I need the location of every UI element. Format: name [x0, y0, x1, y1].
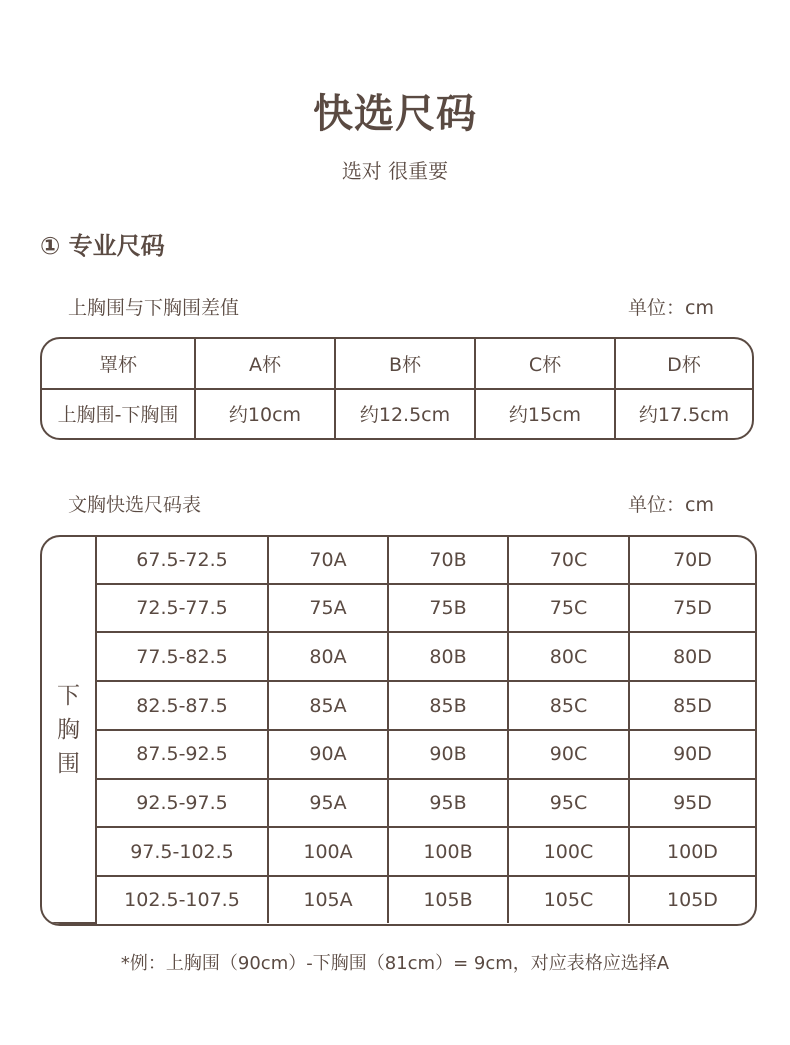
size-cell: 85D — [629, 681, 755, 730]
size-table-label: 文胸快选尺码表 — [68, 494, 202, 516]
cup-table-row — [42, 389, 752, 439]
table-row — [42, 632, 755, 681]
underbust-side-label-cell — [42, 537, 96, 923]
size-cell: 90C — [508, 730, 629, 779]
size-cell: 105D — [629, 876, 755, 923]
underbust-side-label: 下胸围 — [57, 682, 80, 777]
cup-cell: 约17.5cm — [615, 389, 752, 439]
table-row — [42, 681, 755, 730]
size-cell: 100D — [629, 827, 755, 876]
section-title: ① 专业尺码 — [40, 232, 165, 260]
size-cell: 95A — [268, 779, 388, 828]
cup-cell: 约10cm — [195, 389, 335, 439]
range-cell: 77.5-82.5 — [96, 632, 268, 681]
size-cell: 100B — [388, 827, 508, 876]
size-cell: 80A — [268, 632, 388, 681]
size-cell: 90B — [388, 730, 508, 779]
range-cell: 97.5-102.5 — [96, 827, 268, 876]
range-cell: 92.5-97.5 — [96, 779, 268, 828]
range-cell: 72.5-77.5 — [96, 584, 268, 633]
example-note: *例：上胸围（90cm）-下胸围（81cm）= 9cm，对应表格应选择A — [120, 953, 670, 974]
table-row — [42, 827, 755, 876]
cup-table-label: 上胸围与下胸围差值 — [68, 297, 240, 319]
table-row — [42, 584, 755, 633]
range-cell: 102.5-107.5 — [96, 876, 268, 923]
range-cell: 67.5-72.5 — [96, 537, 268, 584]
size-cell: 75A — [268, 584, 388, 633]
size-table-unit: 单位：cm — [628, 494, 714, 516]
size-cell: 80D — [629, 632, 755, 681]
size-cell: 70A — [268, 537, 388, 584]
size-cell: 105B — [388, 876, 508, 923]
size-cell: 70B — [388, 537, 508, 584]
range-cell: 82.5-87.5 — [96, 681, 268, 730]
table-row — [42, 779, 755, 828]
cup-cell: 约15cm — [475, 389, 615, 439]
size-cell: 75B — [388, 584, 508, 633]
size-cell: 90D — [629, 730, 755, 779]
table-row — [42, 537, 755, 584]
table-row — [42, 730, 755, 779]
size-cell: 70C — [508, 537, 629, 584]
table-row — [42, 876, 755, 923]
size-cell: 85B — [388, 681, 508, 730]
range-cell: 87.5-92.5 — [96, 730, 268, 779]
cup-header-cell: D杯 — [615, 339, 752, 389]
size-cell: 75C — [508, 584, 629, 633]
size-cell: 95B — [388, 779, 508, 828]
size-cell: 95C — [508, 779, 629, 828]
size-cell: 105A — [268, 876, 388, 923]
size-cell: 85C — [508, 681, 629, 730]
size-cell: 100A — [268, 827, 388, 876]
size-cell: 80B — [388, 632, 508, 681]
size-chart-table — [40, 535, 757, 926]
size-cell: 80C — [508, 632, 629, 681]
cup-header-cell: 罩杯 — [42, 339, 195, 389]
cup-cell: 约12.5cm — [335, 389, 475, 439]
cup-table-header-row — [42, 339, 752, 389]
size-cell: 85A — [268, 681, 388, 730]
size-cell: 90A — [268, 730, 388, 779]
cup-header-cell: A杯 — [195, 339, 335, 389]
cup-table-unit: 单位：cm — [628, 297, 714, 319]
size-cell: 75D — [629, 584, 755, 633]
size-cell: 70D — [629, 537, 755, 584]
size-cell: 95D — [629, 779, 755, 828]
cup-difference-table — [40, 337, 754, 440]
page-subtitle: 选对 很重要 — [341, 159, 449, 183]
size-cell: 105C — [508, 876, 629, 923]
cup-header-cell: C杯 — [475, 339, 615, 389]
size-cell: 100C — [508, 827, 629, 876]
cup-cell: 上胸围-下胸围 — [42, 389, 195, 439]
cup-header-cell: B杯 — [335, 339, 475, 389]
page-title: 快选尺码 — [313, 91, 477, 137]
